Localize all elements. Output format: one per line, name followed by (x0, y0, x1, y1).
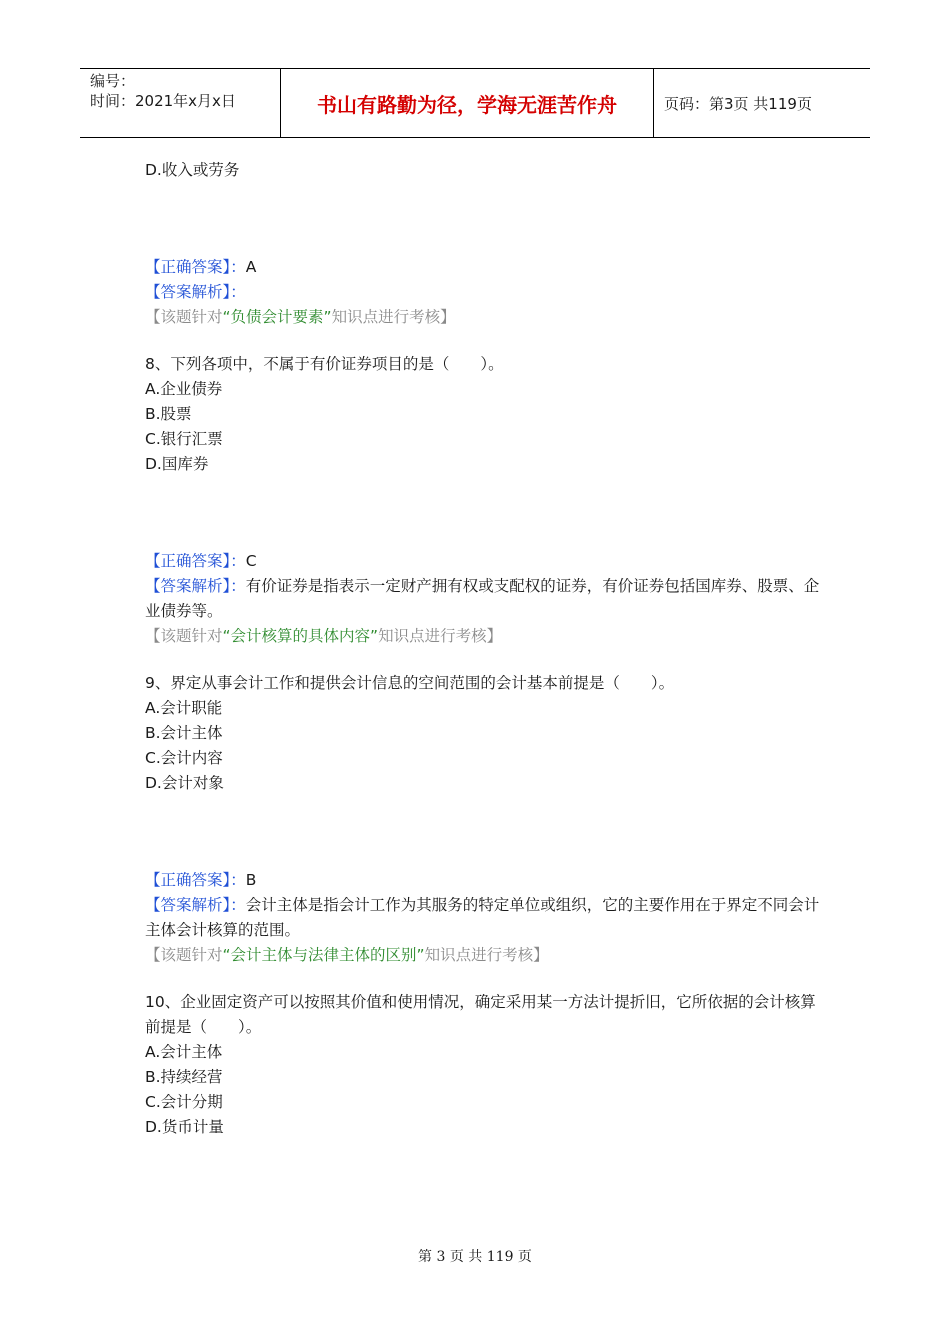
analysis-label: 【答案解析】： (145, 577, 246, 595)
correct-answer (145, 868, 825, 893)
code-label: 编号： (90, 72, 136, 90)
note-topic: “会计主体与法律主体的区别” (222, 946, 425, 964)
option-item: B.持续经营 (145, 1068, 223, 1086)
option-item: A.会计主体 (145, 1043, 223, 1061)
note-suffix: 知识点进行考核】 (378, 627, 503, 645)
question-text: 10、企业固定资产可以按照其价值和使用情况，确定采用某一方法计提折旧，它所依据的会计核算前提是（ ）。 (145, 993, 816, 1036)
answer-label: 【正确答案】： (145, 552, 246, 570)
note-prefix: 【该题针对 (145, 308, 223, 326)
note-suffix: 知识点进行考核】 (424, 946, 549, 964)
answer-value: B (245, 871, 257, 889)
question-text: 8、下列各项中，不属于有价证券项目的是（ ）。 (145, 355, 504, 373)
header-meta (80, 69, 281, 137)
answer-value: A (245, 258, 257, 276)
option-item: B.股票 (145, 405, 192, 423)
spacer (145, 183, 825, 255)
option-item: B.会计主体 (145, 724, 223, 742)
note-topic: “负债会计要素” (222, 308, 332, 326)
spacer (145, 649, 825, 671)
page-header (80, 68, 870, 138)
option-item: A.企业债券 (145, 380, 223, 398)
correct-answer (145, 255, 825, 280)
correct-answer (145, 549, 825, 574)
option-item: A.会计职能 (145, 699, 223, 717)
time-label: 时间：2021年x月x日 (90, 92, 236, 110)
option-item: D.会计对象 (145, 774, 224, 792)
answer-label: 【正确答案】： (145, 871, 246, 889)
analysis-value: 有价证券是指表示一定财产拥有权或支配权的证券，有价证券包括国库券、股票、企业债券等。 (145, 577, 820, 620)
option-item: C.会计内容 (145, 749, 223, 767)
spacer (145, 477, 825, 549)
knowledge-note (145, 624, 825, 649)
analysis-label: 【答案解析】： (145, 283, 246, 301)
option-item: D.货币计量 (145, 1118, 224, 1136)
document-body (145, 158, 825, 1140)
note-topic: “会计核算的具体内容” (222, 627, 379, 645)
header-page-info: 页码：第3页 共119页 (664, 94, 812, 113)
page-footer: 第 3 页 共 119 页 (418, 1249, 532, 1265)
analysis-value: 会计主体是指会计工作为其服务的特定单位或组织，它的主要作用在于界定不同会计主体会计核算的范围。 (145, 896, 820, 939)
spacer (145, 796, 825, 868)
answer-analysis (145, 280, 825, 305)
answer-analysis (145, 574, 825, 624)
question-text: 9、界定从事会计工作和提供会计信息的空间范围的会计基本前提是（ ）。 (145, 674, 675, 692)
note-prefix: 【该题针对 (145, 627, 223, 645)
knowledge-note (145, 943, 825, 968)
option-item: D.国库券 (145, 455, 209, 473)
note-prefix: 【该题针对 (145, 946, 223, 964)
spacer (145, 330, 825, 352)
option-item: C.会计分期 (145, 1093, 223, 1111)
analysis-label: 【答案解析】： (145, 896, 246, 914)
option-item: D.收入或劳务 (145, 161, 240, 179)
note-suffix: 知识点进行考核】 (331, 308, 456, 326)
knowledge-note (145, 305, 825, 330)
header-motto: 书山有路勤为径，学海无涯苦作舟 (281, 69, 654, 137)
answer-value: C (245, 552, 257, 570)
option-item: C.银行汇票 (145, 430, 223, 448)
answer-label: 【正确答案】： (145, 258, 246, 276)
answer-analysis (145, 893, 825, 943)
spacer (145, 968, 825, 990)
